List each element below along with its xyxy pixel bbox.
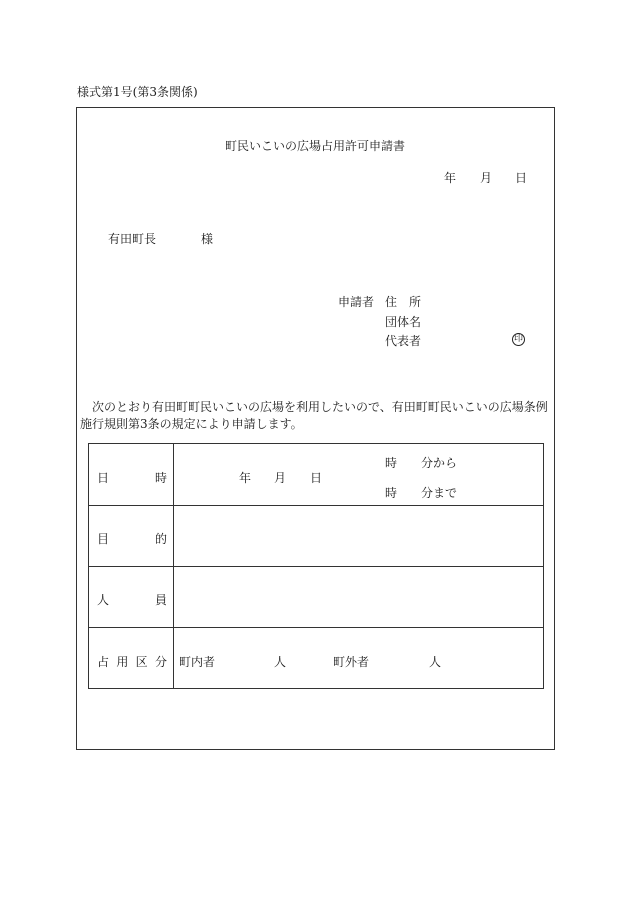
address-label: 住 所 (385, 295, 422, 309)
table-row-divider (89, 627, 543, 628)
datetime-month-unit: 月 (274, 471, 287, 485)
residents-unit: 人 (274, 655, 287, 669)
representative-label: 代表者 (385, 334, 422, 348)
datetime-day-unit: 日 (310, 471, 323, 485)
category-label-char: 用 (116, 655, 129, 669)
datetime-label (97, 469, 167, 486)
form-number: 様式第1号(第3条関係) (77, 85, 198, 99)
datetime-year-unit: 年 (239, 471, 252, 485)
residents-label: 町内者 (179, 655, 216, 669)
form-title: 町民いこいの広場占用許可申請書 (224, 139, 405, 153)
category-label-char: 占 (97, 655, 110, 669)
category-label-char: 分 (154, 655, 167, 669)
people-label-char: 員 (154, 593, 167, 607)
datetime-label-char: 日 (97, 471, 110, 485)
purpose-label-char: 目 (97, 532, 110, 546)
date-day-unit: 日 (515, 171, 528, 185)
category-label-char: 区 (135, 655, 148, 669)
application-table (88, 443, 544, 689)
people-label-char: 人 (97, 593, 110, 607)
addressee-honorific: 様 (201, 232, 214, 246)
addressee-name: 有田町長 (108, 232, 157, 246)
statement-line-1: 次のとおり有田町町民いこいの広場を利用したいので、有田町町民いこいの広場条例 (92, 400, 548, 414)
seal-mark-icon: 印 (513, 334, 523, 344)
table-row-divider (89, 505, 543, 506)
statement-line-2: 施行規則第3条の規定により申請します。 (80, 417, 303, 431)
date-month-unit: 月 (480, 171, 493, 185)
start-hour-unit: 時 (385, 456, 398, 470)
purpose-label (97, 530, 167, 547)
purpose-label-char: 的 (154, 532, 167, 546)
end-hour-unit: 時 (385, 486, 398, 500)
datetime-label-char: 時 (154, 471, 167, 485)
application-statement (80, 399, 550, 433)
occupancy-category-label (97, 653, 167, 670)
nonresidents-label: 町外者 (333, 655, 370, 669)
date-year-unit: 年 (444, 171, 457, 185)
table-row-divider (89, 566, 543, 567)
end-minute-unit: 分まで (421, 486, 458, 500)
applicant-label: 申請者 (338, 295, 375, 309)
people-count-label (97, 591, 167, 608)
nonresidents-unit: 人 (429, 655, 442, 669)
group-name-label: 団体名 (385, 315, 422, 329)
start-minute-unit: 分から (421, 456, 458, 470)
